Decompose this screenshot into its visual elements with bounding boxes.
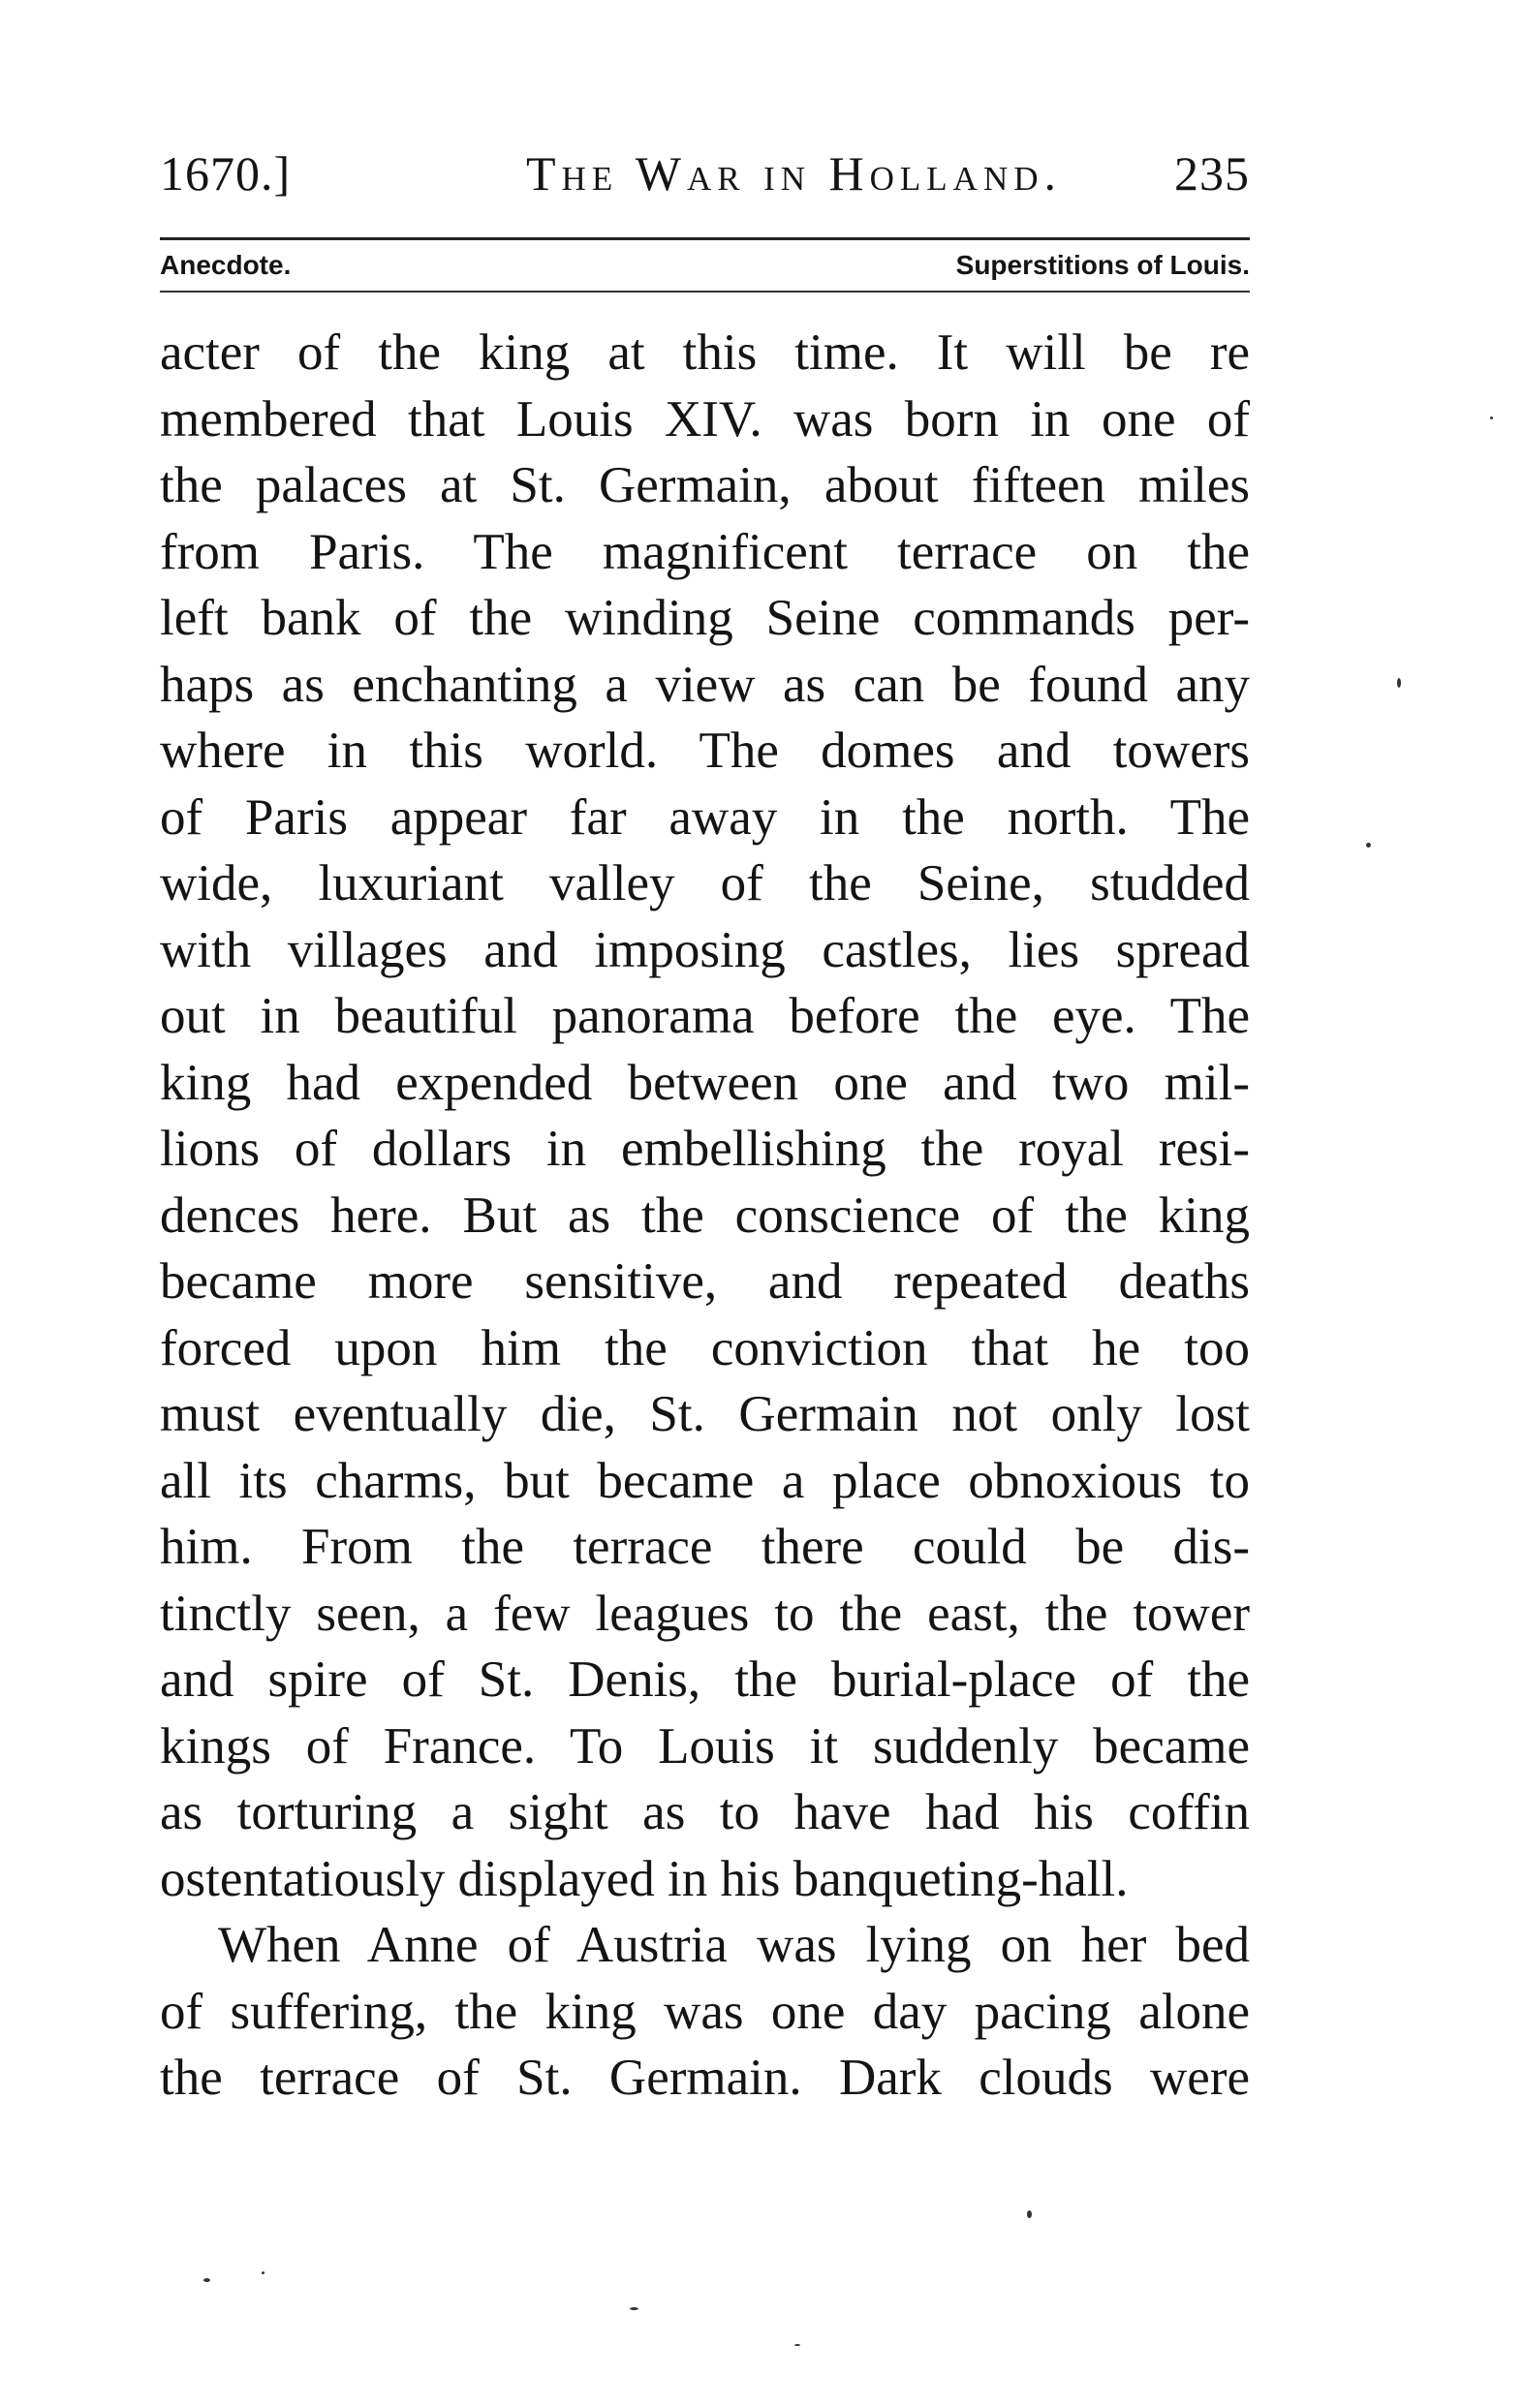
text-line: haps as enchanting a view as can be found any	[160, 656, 1250, 713]
text-line: king had expended between one and two mil-	[160, 1054, 1250, 1111]
scan-speck	[630, 2307, 638, 2310]
scan-speck	[1397, 678, 1401, 688]
subheader-left: Anecdote.	[160, 250, 292, 280]
scan-speck	[794, 2344, 800, 2346]
text-line: When Anne of Austria was lying on her bed	[218, 1917, 1250, 1973]
header-year: 1670.]	[160, 146, 292, 201]
scan-speck	[262, 2271, 264, 2274]
text-line: tinctly seen, a few leagues to the east, the tower	[160, 1585, 1250, 1642]
subheader-right: Superstitions of Louis.	[955, 250, 1250, 280]
text-line: must eventually die, St. Germain not only lost	[160, 1386, 1250, 1442]
text-line: out in beautiful panorama before the eye. The	[160, 988, 1250, 1044]
text-line: where in this world. The domes and towers	[160, 723, 1250, 779]
text-line: the terrace of St. Germain. Dark clouds were	[160, 2050, 1250, 2106]
scan-speck	[203, 2278, 210, 2282]
subheader-rule	[160, 291, 1250, 293]
text-line: kings of France. To Louis it suddenly became	[160, 1717, 1250, 1775]
scan-speck	[1027, 2210, 1032, 2218]
scan-speck	[1366, 843, 1371, 848]
text-line: ostentatiously displayed in his banqueting-hall.	[160, 1850, 1129, 1907]
text-line: left bank of the winding Seine commands per-	[160, 590, 1250, 646]
text-line: as torturing a sight as to have had his coffin	[160, 1784, 1250, 1840]
body-text	[160, 320, 1250, 2112]
header-rule	[160, 237, 1250, 240]
text-line: the palaces at St. Germain, about fifteen miles	[160, 457, 1250, 513]
header-title: The War in Holland.	[526, 146, 1063, 201]
text-line: of suffering, the king was one day pacing alone	[160, 1983, 1250, 2040]
text-line: with villages and imposing castles, lies spread	[160, 921, 1250, 978]
text-line: lions of dollars in embellishing the royal resi-	[160, 1121, 1250, 1177]
running-header	[160, 145, 1250, 213]
page-number: 235	[1174, 146, 1250, 201]
text-line: and spire of St. Denis, the burial-place of the	[160, 1652, 1250, 1708]
text-line: dences here. But as the conscience of the king	[160, 1187, 1250, 1244]
text-line: all its charms, but became a place obnoxious to	[160, 1452, 1250, 1509]
text-line: from Paris. The magnificent terrace on the	[160, 523, 1250, 580]
text-line: membered that Louis XIV. was born in one of	[160, 390, 1250, 448]
text-line: him. From the terrace there could be dis-	[160, 1519, 1250, 1575]
text-line: of Paris appear far away in the north. The	[160, 788, 1250, 846]
text-line: wide, luxuriant valley of the Seine, studded	[160, 855, 1250, 911]
text-line: acter of the king at this time. It will be re	[160, 324, 1250, 381]
text-line: forced upon him the conviction that he too	[160, 1319, 1250, 1376]
text-line: became more sensitive, and repeated deaths	[160, 1253, 1250, 1310]
scan-speck	[1490, 417, 1493, 419]
